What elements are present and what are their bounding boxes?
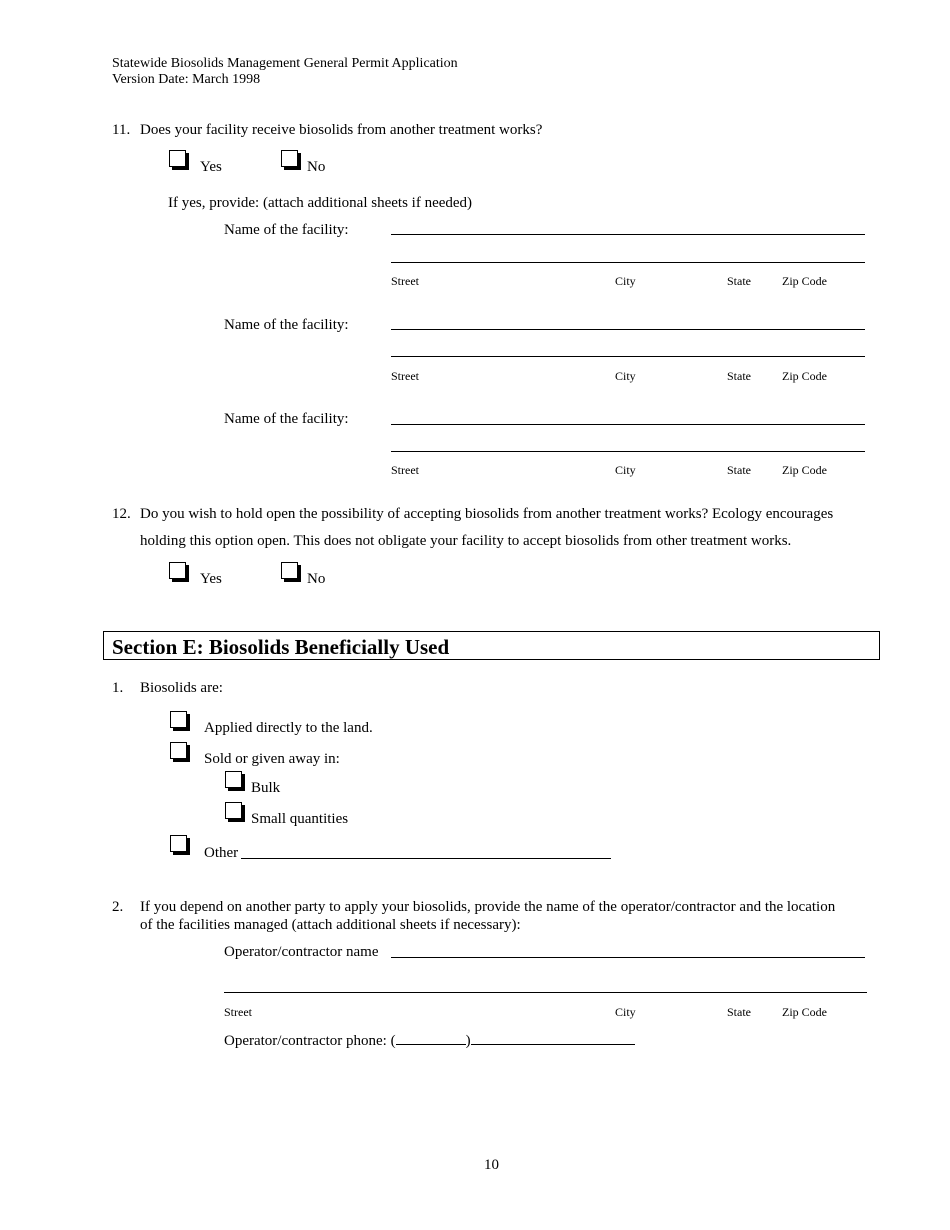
other-label: Other [204, 845, 239, 861]
phone-area-code-input[interactable] [396, 1030, 466, 1045]
q11-question: Does your facility receive biosolids from another treatment works? [140, 122, 543, 138]
q11-no-label: No [307, 159, 326, 175]
q11-number: 11. [112, 122, 131, 138]
facility-2-name-label: Name of the facility: [224, 317, 349, 333]
q12-number: 12. [112, 506, 131, 522]
facility-1-city-label: City [615, 274, 636, 288]
operator-phone-label: Operator/contractor phone: ( [224, 1033, 396, 1049]
operator-name-label: Operator/contractor name [224, 944, 379, 960]
operator-address-input[interactable] [224, 992, 867, 993]
other-checkbox[interactable] [170, 835, 187, 852]
facility-2-name-input[interactable] [391, 329, 865, 330]
facility-3-city-label: City [615, 463, 636, 477]
other-input[interactable] [241, 858, 611, 859]
q11-no-checkbox[interactable] [281, 150, 298, 167]
operator-name-input[interactable] [391, 957, 865, 958]
small-quantities-label: Small quantities [251, 811, 349, 827]
facility-1-address-input[interactable] [391, 262, 865, 263]
section-e-title: Section E: Biosolids Beneficially Used [112, 635, 450, 659]
doc-title: Statewide Biosolids Management General Permit Application [112, 56, 458, 71]
e1-number: 1. [112, 680, 124, 696]
facility-1-street-label: Street [391, 274, 419, 288]
facility-1-name-label: Name of the facility: [224, 222, 349, 238]
sold-checkbox[interactable] [170, 742, 187, 759]
operator-zip-label: Zip Code [782, 1005, 827, 1019]
facility-1-zip-label: Zip Code [782, 274, 827, 288]
sold-label: Sold or given away in: [204, 751, 340, 767]
facility-3-state-label: State [727, 463, 751, 477]
phone-paren-close: ) [465, 1033, 471, 1049]
facility-2-street-label: Street [391, 369, 419, 383]
q11-yes-label: Yes [200, 159, 222, 175]
q12-question-line1: Do you wish to hold open the possibility of accepting biosolids from another treatment works? Ecology encourages [140, 506, 834, 522]
version-date: Version Date: March 1998 [112, 72, 261, 87]
e2-question-line2: of the facilities managed (attach additional sheets if necessary): [140, 917, 521, 933]
q11-yes-checkbox[interactable] [169, 150, 186, 167]
e1-question: Biosolids are: [140, 680, 223, 696]
facility-3-name-input[interactable] [391, 424, 865, 425]
facility-3-address-input[interactable] [391, 451, 865, 452]
facility-3-name-label: Name of the facility: [224, 411, 349, 427]
facility-1-state-label: State [727, 274, 751, 288]
q12-yes-checkbox[interactable] [169, 562, 186, 579]
operator-street-label: Street [224, 1005, 252, 1019]
section-e-header [103, 631, 880, 660]
e2-question-line1: If you depend on another party to apply your biosolids, provide the name of the operator/contractor and the location [140, 899, 836, 915]
facility-3-zip-label: Zip Code [782, 463, 827, 477]
applied-label: Applied directly to the land. [204, 720, 373, 736]
facility-2-city-label: City [615, 369, 636, 383]
q12-no-label: No [307, 571, 326, 587]
bulk-label: Bulk [251, 780, 281, 796]
facility-1-name-input[interactable] [391, 234, 865, 235]
q12-yes-label: Yes [200, 571, 222, 587]
operator-phone-row [224, 1030, 635, 1050]
applied-checkbox[interactable] [170, 711, 187, 728]
facility-2-address-input[interactable] [391, 356, 865, 357]
bulk-checkbox[interactable] [225, 771, 242, 788]
phone-number-input[interactable] [471, 1030, 635, 1045]
small-quantities-checkbox[interactable] [225, 802, 242, 819]
operator-city-label: City [615, 1005, 636, 1019]
facility-2-zip-label: Zip Code [782, 369, 827, 383]
facility-3-street-label: Street [391, 463, 419, 477]
facility-2-state-label: State [727, 369, 751, 383]
q12-question-line2: holding this option open. This does not obligate your facility to accept biosolids from other treatment works. [140, 533, 792, 549]
q11-ifyes-text: If yes, provide: (attach additional sheets if needed) [168, 195, 473, 211]
e2-number: 2. [112, 899, 124, 915]
q12-no-checkbox[interactable] [281, 562, 298, 579]
operator-state-label: State [727, 1005, 751, 1019]
page-number: 10 [484, 1157, 499, 1173]
